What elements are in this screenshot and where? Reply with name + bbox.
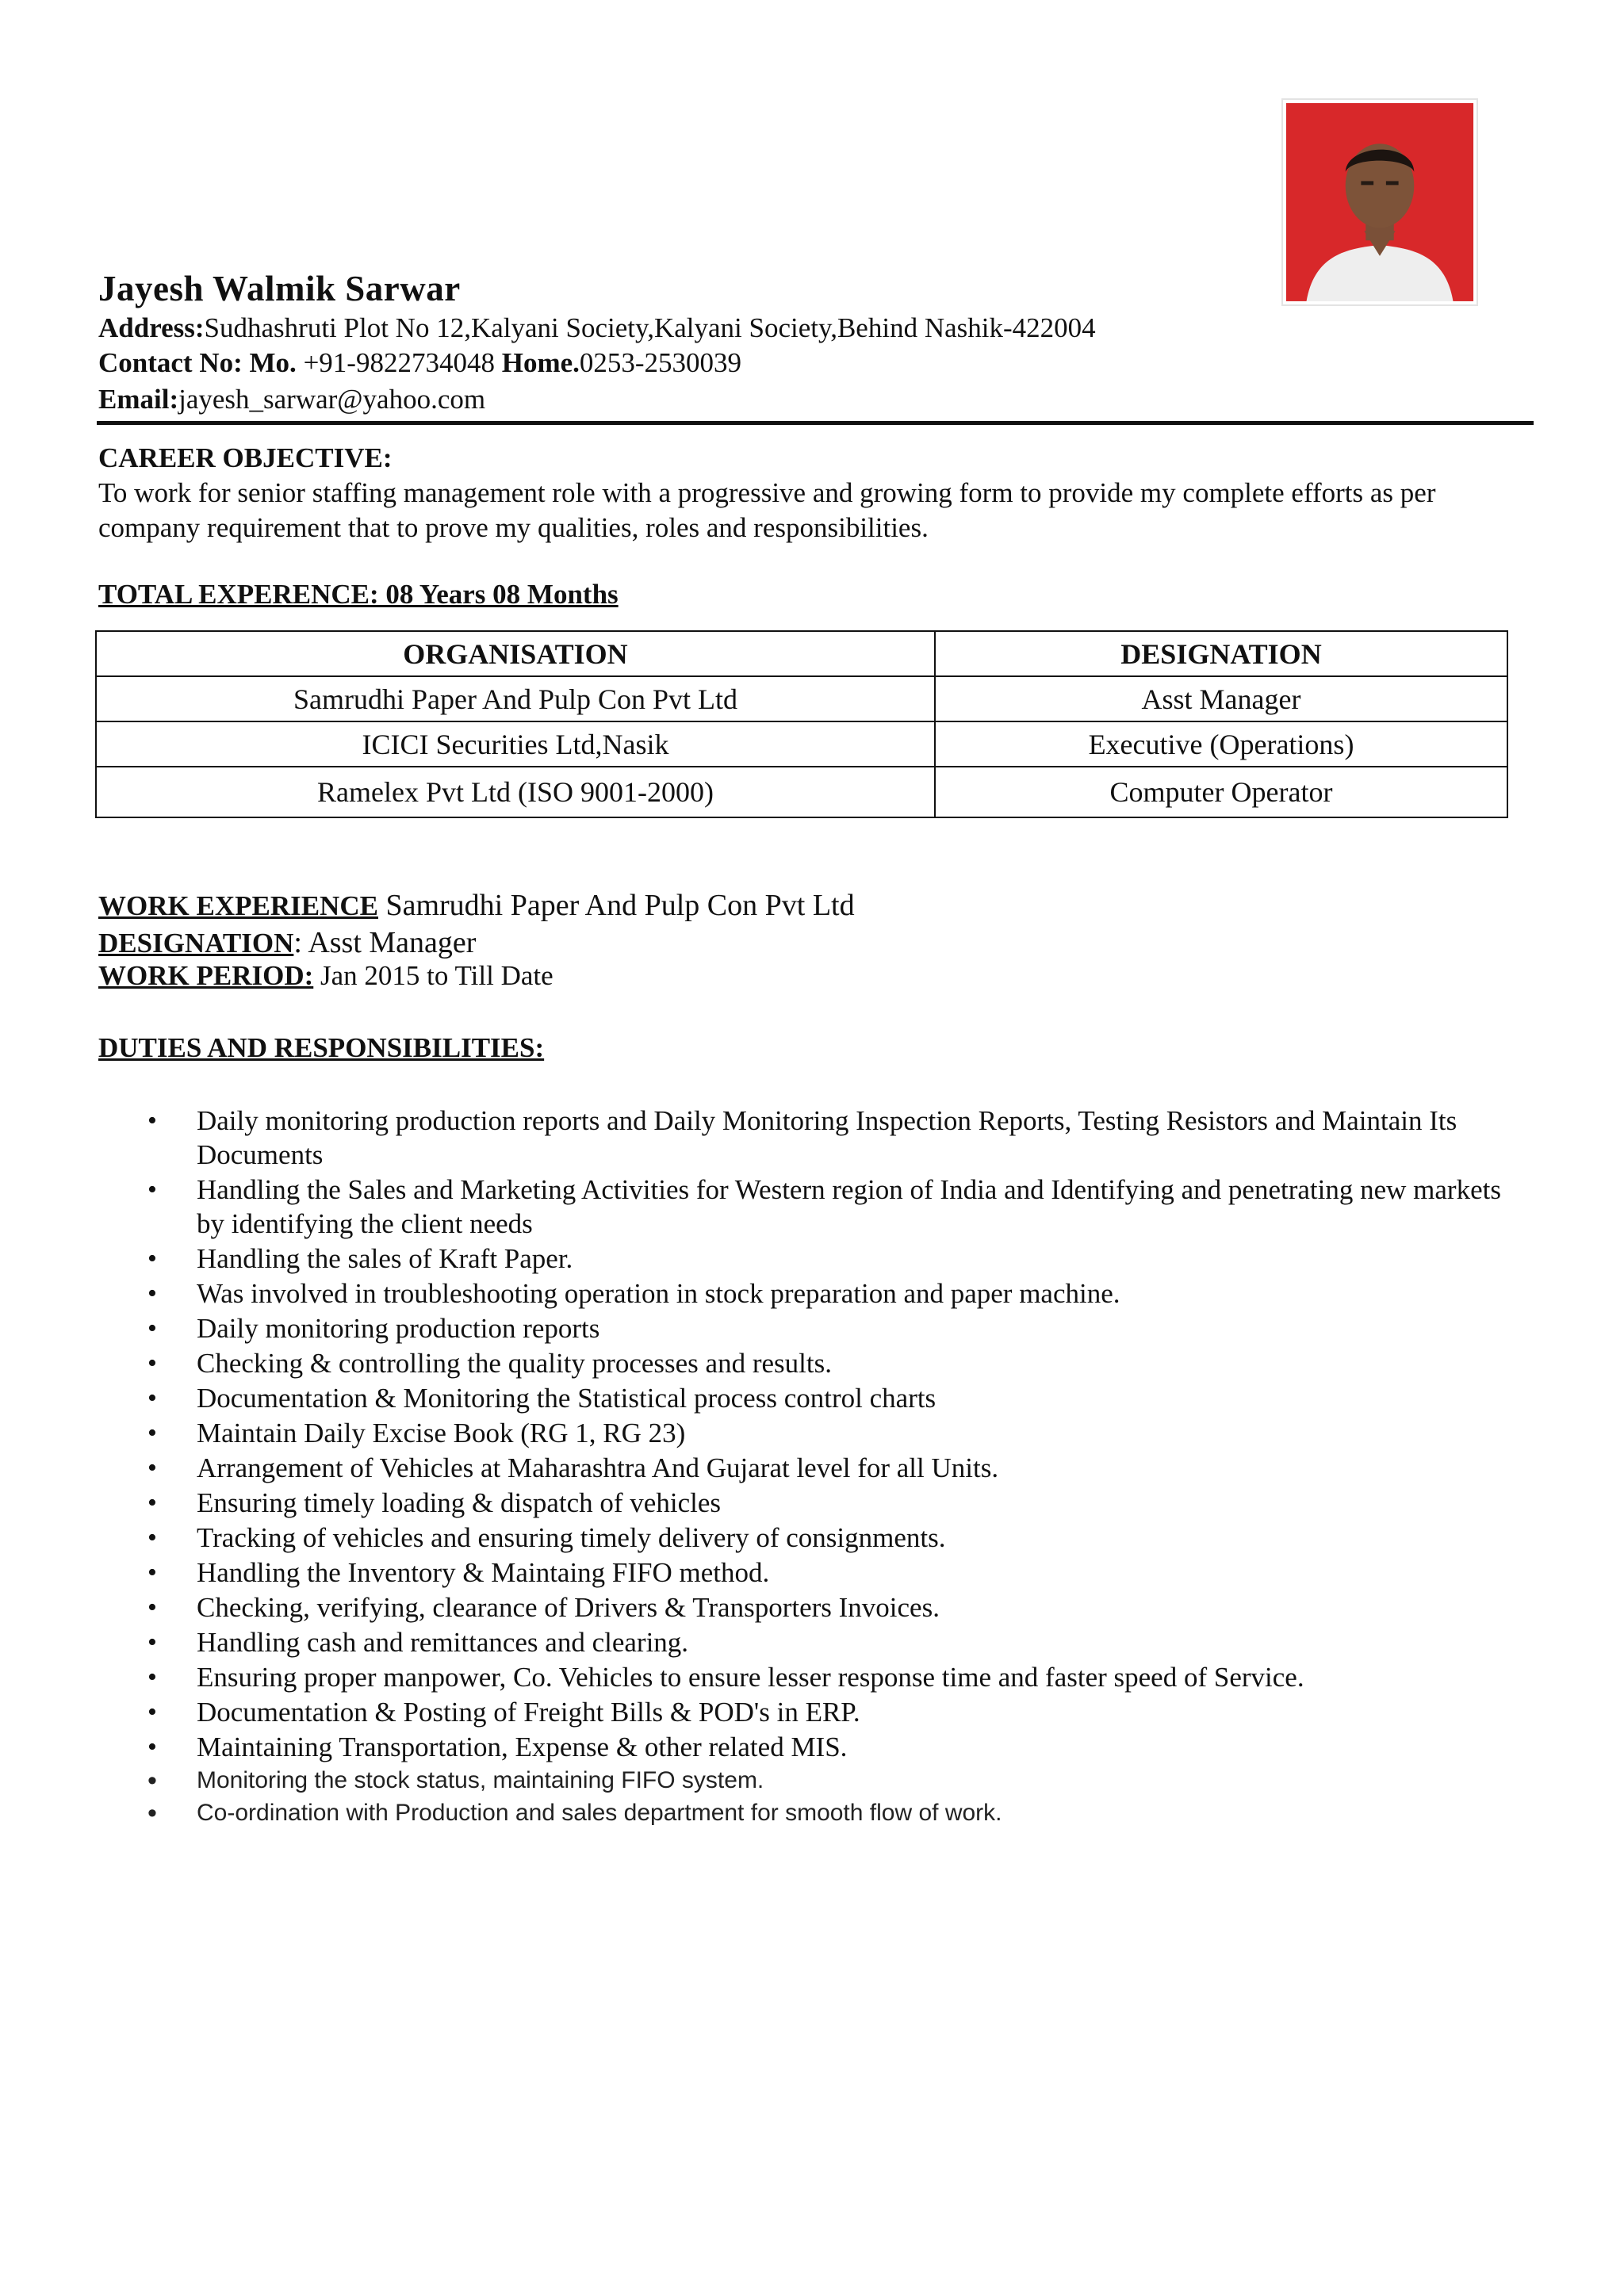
list-item: • Daily monitoring production reports bbox=[0, 1311, 1529, 1345]
table-row bbox=[96, 721, 1507, 767]
work-experience-value: Samrudhi Paper And Pulp Con Pvt Ltd bbox=[377, 889, 855, 922]
career-objective-heading: CAREER OBJECTIVE: bbox=[98, 442, 393, 473]
duties-list bbox=[0, 1104, 1624, 1830]
work-period-label: WORK PERIOD: bbox=[98, 960, 314, 991]
list-item: • Co-ordination with Production and sales department for smooth flow of work. bbox=[0, 1797, 1529, 1829]
table-row bbox=[96, 676, 1507, 721]
contact-line bbox=[98, 347, 741, 379]
list-item: • Arrangement of Vehicles at Maharashtra And Gujarat level for all Units. bbox=[0, 1451, 1529, 1485]
home-number: 0253-2530039 bbox=[579, 347, 742, 378]
email-value[interactable]: jayesh_sarwar@yahoo.com bbox=[178, 384, 486, 415]
designation-label: DESIGNATION bbox=[98, 928, 294, 959]
address-value: Sudhashruti Plot No 12,Kalyani Society,Kalyani Society,Behind Nashik-422004 bbox=[204, 312, 1096, 343]
person-photo-icon bbox=[1283, 100, 1477, 304]
list-item: • Handling cash and remittances and clearing. bbox=[0, 1625, 1529, 1659]
designation-line bbox=[98, 925, 476, 960]
experience-table bbox=[95, 630, 1508, 818]
list-item: • Tracking of vehicles and ensuring timely delivery of consignments. bbox=[0, 1521, 1529, 1555]
list-item: • Handling the Inventory & Maintaing FIFO method. bbox=[0, 1556, 1529, 1590]
work-experience-label: WORK EXPERIENCE bbox=[98, 890, 378, 921]
organisation-cell: ICICI Securities Ltd,Nasik bbox=[96, 721, 935, 767]
designation-cell: Asst Manager bbox=[935, 676, 1507, 721]
column-header-organisation: ORGANISATION bbox=[96, 631, 935, 676]
list-item: • Documentation & Monitoring the Statistical process control charts bbox=[0, 1381, 1529, 1415]
designation-cell: Computer Operator bbox=[935, 767, 1507, 817]
work-experience-line bbox=[98, 888, 855, 923]
list-item: • Daily monitoring production reports and Daily Monitoring Inspection Reports, Testing Resistors and Maintain Its Documents bbox=[0, 1104, 1529, 1172]
list-item: • Monitoring the stock status, maintaining FIFO system. bbox=[0, 1765, 1529, 1797]
home-label: Home. bbox=[501, 347, 580, 378]
contact-label: Contact No: Mo. bbox=[98, 347, 297, 378]
address-line bbox=[98, 312, 1096, 344]
list-item: • Ensuring proper manpower, Co. Vehicles to ensure lesser response time and faster speed of Service. bbox=[0, 1660, 1529, 1694]
address-label: Address: bbox=[98, 312, 205, 343]
list-item: • Maintain Daily Excise Book (RG 1, RG 23) bbox=[0, 1416, 1529, 1450]
career-objective-text: To work for senior staffing management role with a progressive and growing form to provide my complete efforts as per company requirement that to prove my qualities, roles and responsibilities. bbox=[98, 477, 1436, 543]
total-experience-heading: TOTAL EXPERENCE: 08 Years 08 Months bbox=[98, 579, 619, 610]
list-item: • Handling the Sales and Marketing Activities for Western region of India and Identifying and penetrating new markets by identifying the client needs bbox=[0, 1173, 1529, 1241]
column-header-designation: DESIGNATION bbox=[935, 631, 1507, 676]
list-item: • Ensuring timely loading & dispatch of vehicles bbox=[0, 1486, 1529, 1520]
designation-value: : Asst Manager bbox=[293, 926, 477, 959]
work-period-line bbox=[98, 960, 553, 992]
work-period-value: Jan 2015 to Till Date bbox=[313, 960, 553, 991]
list-item: • Was involved in troubleshooting operation in stock preparation and paper machine. bbox=[0, 1276, 1529, 1311]
list-item: • Checking, verifying, clearance of Drivers & Transporters Invoices. bbox=[0, 1590, 1529, 1624]
table-header-row bbox=[96, 631, 1507, 676]
organisation-cell: Ramelex Pvt Ltd (ISO 9001-2000) bbox=[96, 767, 935, 817]
header-divider bbox=[97, 421, 1534, 425]
email-label: Email: bbox=[98, 384, 179, 415]
duties-heading: DUTIES AND RESPONSIBILITIES: bbox=[98, 1032, 545, 1063]
candidate-name: Jayesh Walmik Sarwar bbox=[98, 269, 461, 308]
organisation-cell: Samrudhi Paper And Pulp Con Pvt Ltd bbox=[96, 676, 935, 721]
list-item: • Handling the sales of Kraft Paper. bbox=[0, 1242, 1529, 1276]
designation-cell: Executive (Operations) bbox=[935, 721, 1507, 767]
list-item: • Maintaining Transportation, Expense & other related MIS. bbox=[0, 1730, 1529, 1764]
email-line bbox=[98, 384, 485, 415]
table-row bbox=[96, 767, 1507, 817]
list-item: • Documentation & Posting of Freight Bills & POD's in ERP. bbox=[0, 1695, 1529, 1729]
mobile-number: +91-9822734048 bbox=[296, 347, 502, 378]
list-item: • Checking & controlling the quality processes and results. bbox=[0, 1346, 1529, 1380]
profile-photo bbox=[1281, 98, 1478, 306]
